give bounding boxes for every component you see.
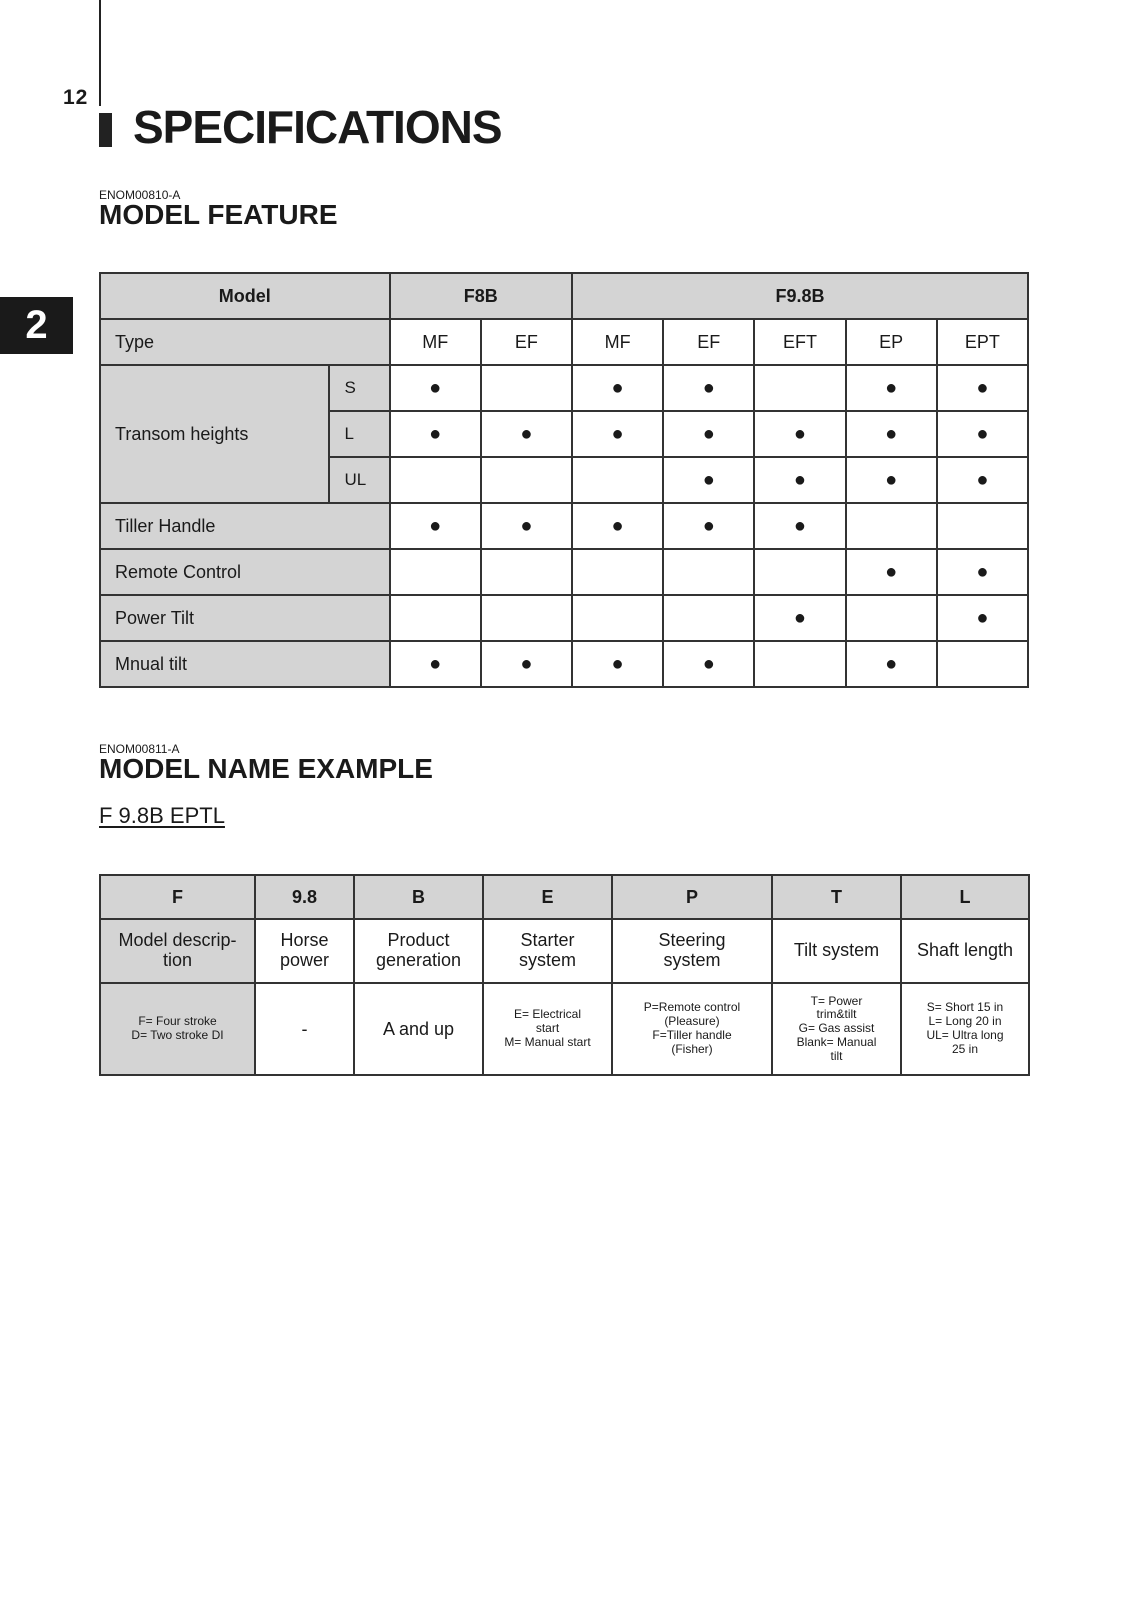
naming-letter-cell: P: [612, 875, 772, 919]
feature-mark-cell: ●: [754, 503, 845, 549]
feature-mark-cell: [390, 595, 481, 641]
naming-description-cell: Tilt system: [772, 919, 901, 983]
feature-mark-cell: [481, 365, 572, 411]
naming-detail-row: [100, 983, 1029, 1075]
naming-description-cell: Steering system: [612, 919, 772, 983]
naming-description-cell: Product generation: [354, 919, 483, 983]
feature-row: [100, 549, 1028, 595]
type-cell: EFT: [754, 319, 845, 365]
naming-detail-cell: P=Remote control (Pleasure) F=Tiller handle (Fisher): [612, 983, 772, 1075]
feature-mark-cell: ●: [390, 641, 481, 687]
naming-letter-cell: F: [100, 875, 255, 919]
naming-letter-cell: E: [483, 875, 612, 919]
type-cell: EF: [481, 319, 572, 365]
header-model: Model: [100, 273, 390, 319]
feature-mark-cell: ●: [937, 549, 1028, 595]
transom-heights-label: Transom heights: [100, 365, 329, 503]
feature-mark-cell: ●: [846, 549, 937, 595]
naming-description-row: [100, 919, 1029, 983]
feature-mark-cell: [390, 457, 481, 503]
feature-mark-cell: [390, 549, 481, 595]
feature-mark-cell: ●: [390, 503, 481, 549]
row-label: S: [329, 365, 389, 411]
model-name-table: [99, 874, 1030, 1076]
feature-mark-cell: [846, 595, 937, 641]
feature-mark-cell: ●: [937, 595, 1028, 641]
feature-mark-cell: ●: [481, 503, 572, 549]
feature-mark-cell: [481, 595, 572, 641]
naming-detail-cell: A and up: [354, 983, 483, 1075]
row-label: Power Tilt: [100, 595, 390, 641]
type-cell: EF: [663, 319, 754, 365]
feature-mark-cell: [481, 549, 572, 595]
feature-section-code: ENOM00810-A: [99, 188, 181, 202]
type-cell: MF: [572, 319, 663, 365]
feature-mark-cell: ●: [937, 365, 1028, 411]
title-bar-mark: [99, 113, 112, 147]
model-name-example: F 9.8B EPTL: [99, 803, 225, 828]
type-row: [100, 319, 1028, 365]
feature-row: [100, 365, 1028, 411]
page-number: 12: [63, 86, 89, 109]
feature-section-heading: MODEL FEATURE: [99, 199, 338, 230]
naming-detail-cell: T= Power trim&tilt G= Gas assist Blank= Manual tilt: [772, 983, 901, 1075]
feature-mark-cell: ●: [572, 503, 663, 549]
feature-mark-cell: ●: [390, 411, 481, 457]
naming-description-cell: Shaft length: [901, 919, 1029, 983]
naming-detail-cell: -: [255, 983, 354, 1075]
feature-mark-cell: ●: [572, 365, 663, 411]
row-label: UL: [329, 457, 389, 503]
feature-mark-cell: [572, 457, 663, 503]
type-cell: MF: [390, 319, 481, 365]
feature-mark-cell: ●: [390, 365, 481, 411]
feature-mark-cell: ●: [846, 641, 937, 687]
naming-letter-cell: L: [901, 875, 1029, 919]
feature-mark-cell: [754, 549, 845, 595]
naming-letter-cell: T: [772, 875, 901, 919]
feature-mark-cell: [846, 503, 937, 549]
model-feature-table: [99, 272, 1029, 688]
chapter-tab: 2: [0, 297, 73, 354]
feature-mark-cell: ●: [754, 411, 845, 457]
feature-mark-cell: ●: [663, 641, 754, 687]
feature-mark-cell: ●: [663, 503, 754, 549]
naming-letter-cell: B: [354, 875, 483, 919]
feature-mark-cell: ●: [846, 365, 937, 411]
feature-mark-cell: ●: [481, 411, 572, 457]
feature-mark-cell: [572, 595, 663, 641]
header-f98b: F9.8B: [572, 273, 1028, 319]
feature-mark-cell: ●: [663, 365, 754, 411]
margin-rule: [99, 0, 101, 106]
feature-mark-cell: [572, 549, 663, 595]
row-label: Tiller Handle: [100, 503, 390, 549]
naming-detail-cell: F= Four stroke D= Two stroke DI: [100, 983, 255, 1075]
feature-row: [100, 641, 1028, 687]
feature-mark-cell: [937, 503, 1028, 549]
row-label: Mnual tilt: [100, 641, 390, 687]
feature-mark-cell: ●: [937, 411, 1028, 457]
feature-mark-cell: ●: [572, 411, 663, 457]
feature-mark-cell: [754, 365, 845, 411]
feature-mark-cell: ●: [754, 457, 845, 503]
naming-detail-cell: S= Short 15 in L= Long 20 in UL= Ultra long 25 in: [901, 983, 1029, 1075]
row-label: Remote Control: [100, 549, 390, 595]
feature-mark-cell: ●: [572, 641, 663, 687]
feature-row: [100, 595, 1028, 641]
naming-section-code: ENOM00811-A: [99, 742, 180, 756]
feature-mark-cell: [663, 595, 754, 641]
naming-letter-row: [100, 875, 1029, 919]
naming-description-cell: Model descrip- tion: [100, 919, 255, 983]
feature-mark-cell: [937, 641, 1028, 687]
type-cell: EP: [846, 319, 937, 365]
feature-mark-cell: [754, 641, 845, 687]
naming-section-heading: MODEL NAME EXAMPLE: [99, 753, 433, 784]
feature-mark-cell: ●: [481, 641, 572, 687]
naming-description-cell: Horse power: [255, 919, 354, 983]
naming-detail-cell: E= Electrical start M= Manual start: [483, 983, 612, 1075]
naming-letter-cell: 9.8: [255, 875, 354, 919]
row-label: L: [329, 411, 389, 457]
type-cell: EPT: [937, 319, 1028, 365]
naming-description-cell: Starter system: [483, 919, 612, 983]
feature-mark-cell: [663, 549, 754, 595]
feature-mark-cell: ●: [663, 457, 754, 503]
feature-mark-cell: ●: [754, 595, 845, 641]
page-title: SPECIFICATIONS: [133, 101, 502, 153]
feature-mark-cell: [481, 457, 572, 503]
type-label: Type: [100, 319, 390, 365]
feature-mark-cell: ●: [663, 411, 754, 457]
feature-mark-cell: ●: [846, 457, 937, 503]
feature-mark-cell: ●: [937, 457, 1028, 503]
feature-mark-cell: ●: [846, 411, 937, 457]
feature-row: [100, 503, 1028, 549]
header-f8b: F8B: [390, 273, 572, 319]
